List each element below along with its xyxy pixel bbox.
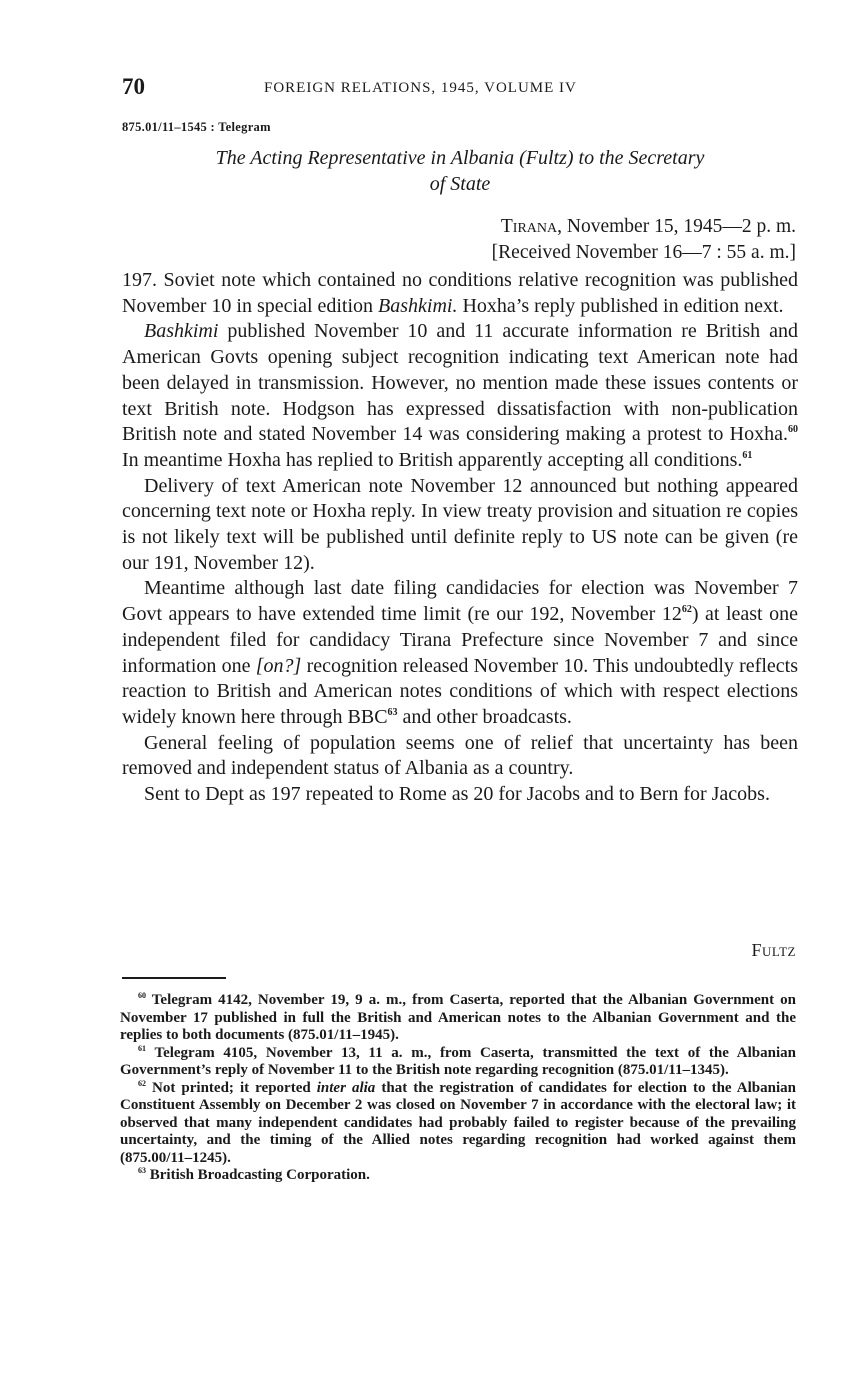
document-title-line-1: The Acting Representative in Albania (Fultz) to the Secretary [215,147,705,169]
footnote-number-62: 62 [138,1078,146,1088]
dateline-date: , November 15, 1945—2 p. m. [557,216,796,237]
footnote-62 [120,1080,796,1168]
paragraph-6: Sent to Dept as 197 repeated to Rome as 20 for Jacobs and to Bern for Jacobs. [144,783,770,806]
paragraph-4-bracket: [on?] [255,654,302,677]
footnote-ref-60[interactable]: 60 [788,424,798,436]
footnote-divider [122,977,226,979]
paragraph-1-text-b: Hoxha’s reply published in edition next. [457,294,784,317]
footnote-63 [120,1167,796,1185]
footnote-number-61: 61 [138,1043,146,1053]
footnote-ref-62[interactable]: 62 [681,604,692,616]
paragraph-2-text-a: published November 10 and 11 accurate information re British and American Govts opening subject recognition indicating text American note had been delayed in transmission. However, no mention made these issues contents or text British note. Hodgson has expressed dissatisfaction with non-publication British note and stated November 14 was considering making a protest to Hoxha. [122,320,798,446]
paragraph-4-text-c: recognition released November 10. This undoubtedly reflects reaction to British and American notes conditions of which with respect elections widely known here through BBC [122,654,798,728]
telegram-body [122,268,798,808]
footnote-61 [120,1045,796,1080]
footnote-ref-61[interactable]: 61 [742,449,753,461]
footnote-62-text-b: that the registration of candidates for election to the Albanian Constituent Assembly on December 2 was closed on November 7 in accordance with the electoral law; it observed that many independent candidates had probably failed to register because of the prevailing uncertainty, and the timing of the Allied notes regarding recognition had worked against them (875.00/11–1245). [120,1079,796,1166]
paragraph-2-italic: Bashkimi [144,320,219,343]
footnote-number-63: 63 [138,1166,146,1175]
footnote-61-text: Telegram 4105, November 13, 11 a. m., from Caserta, transmitted the text of the Albanian Government’s reply of November 11 to the British note regarding recognition (875.01/11–1345). [120,1044,796,1078]
page-number: 70 [122,74,145,99]
paragraph-1-italic: Bashkimi. [378,294,458,317]
document-title-line-2: of State [429,173,491,195]
paragraph-4-text-b: ) at least one independent filed for candidacy Tirana Prefecture since November 7 and since information one [122,603,798,677]
dateline-place: Tirana [500,216,558,237]
document-title [130,145,790,197]
footnote-60 [120,992,796,1045]
paragraph-1 [122,268,798,319]
dateline [400,214,796,266]
footnote-62-italic: inter alia [316,1079,376,1096]
journal-title: FOREIGN RELATIONS, 1945, VOLUME IV [264,80,577,96]
footnote-62-text-a: Not printed; it reported [152,1079,317,1096]
paragraph-5: General feeling of population seems one of relief that uncertainty has been removed and independent status of Albania as a country. [122,731,798,780]
footnote-ref-63[interactable]: 63 [387,706,398,718]
paragraph-4 [122,576,798,730]
footnote-60-text: Telegram 4142, November 19, 9 a. m., from Caserta, reported that the Albanian Government on November 17 published in full the British and American notes to the Albanian Government and the replies to both documents (875.01/11–1945). [120,992,796,1043]
paragraph-2-text-b: In meantime Hoxha has replied to British apparently accepting all conditions. [122,448,743,471]
running-head [122,74,798,104]
dateline-received: [Received November 16—7 : 55 a. m.] [491,242,796,263]
dateline-sent [400,214,796,240]
paragraph-4-text-a: Meantime although last date filing candidacies for election was November 7 Govt appears to have extended time limit (re our 192, November 12 [122,577,798,626]
footnote-number-60: 60 [138,991,146,1000]
paragraph-4-text-d: and other broadcasts. [397,705,572,728]
footnotes [120,992,796,1185]
paragraph-3: Delivery of text American note November 12 announced but nothing appeared concerning text note or Hoxha reply. In view treaty provision and situation re copies is not likely text will be published until definite reply to US note can be given (re our 191, November 12). [122,474,798,574]
paragraph-1-text-a: 197. Soviet note which contained no conditions relative recognition was published November 10 in special edition [122,269,798,317]
file-number: 875.01/11–1545 : Telegram [122,120,271,134]
paragraph-2 [122,319,798,473]
footnote-63-text: British Broadcasting Corporation. [149,1167,370,1183]
signature: Fultz [751,940,796,960]
